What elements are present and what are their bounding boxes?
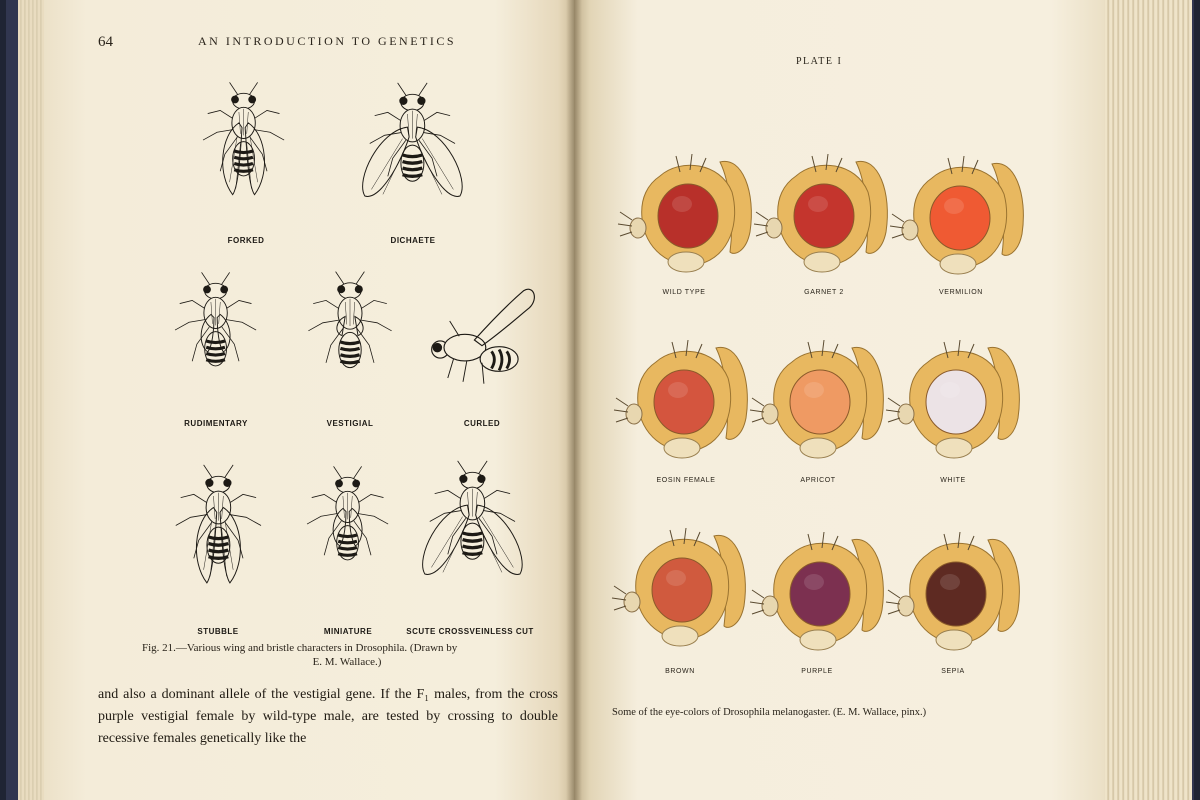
label-eosin-female: EOSIN FEMALE bbox=[656, 477, 716, 484]
figure-caption bbox=[142, 641, 552, 669]
label-scute-crossveinless-cut: SCUTE CROSSVEINLESS CUT bbox=[406, 627, 534, 636]
eye-head-white bbox=[886, 336, 1036, 466]
fly-scute-crossveinless-cut bbox=[415, 451, 530, 590]
fly-dichaete bbox=[355, 73, 470, 212]
eye-head-garnet bbox=[754, 150, 904, 280]
fly-stubble bbox=[161, 455, 276, 594]
eye-head-wild-type bbox=[618, 150, 768, 280]
figure-caption-line2: E. M. Wallace.) bbox=[312, 656, 382, 668]
left-page bbox=[44, 0, 574, 800]
book-gutter bbox=[566, 0, 582, 800]
label-curled: CURLED bbox=[463, 419, 501, 428]
eye-head-brown bbox=[612, 524, 762, 654]
eye-head-vermilion bbox=[890, 152, 1040, 282]
eye-head-eosin-female bbox=[614, 336, 764, 466]
label-purple: PURPLE bbox=[801, 668, 833, 675]
fly-rudimentary bbox=[161, 263, 270, 396]
eye-head-purple bbox=[750, 528, 900, 658]
plate-title: PLATE I bbox=[796, 56, 843, 67]
fly-forked bbox=[189, 73, 298, 206]
eye-head-sepia bbox=[886, 528, 1036, 658]
label-wild-type: WILD TYPE bbox=[662, 289, 706, 296]
right-page-edges bbox=[1100, 0, 1192, 800]
label-sepia: SEPIA bbox=[941, 668, 965, 675]
label-vermilion: VERMILION bbox=[939, 289, 983, 296]
running-head: AN INTRODUCTION TO GENETICS bbox=[198, 34, 457, 48]
plate-caption: Some of the eye-colors of Drosophila melanogaster. (E. M. Wallace, pinx.) bbox=[612, 707, 927, 718]
label-rudimentary: RUDIMENTARY bbox=[184, 419, 248, 428]
label-brown: BROWN bbox=[665, 668, 695, 675]
label-white: WHITE bbox=[940, 477, 966, 484]
body-paragraph: and also a dominant allele of the vestigial gene. If the F₁ males, from the cross purple vestigial female by wild-type male, are tested by crossing to double recessive females genetically like the bbox=[98, 687, 558, 746]
label-stubble: STUBBLE bbox=[197, 627, 239, 636]
figure-caption-line1: Fig. 21.—Various wing and bristle characters in Drosophila. (Drawn by bbox=[142, 642, 458, 654]
fly-miniature bbox=[293, 457, 402, 590]
label-vestigial: VESTIGIAL bbox=[326, 419, 374, 428]
label-apricot: APRICOT bbox=[800, 477, 836, 484]
label-forked: FORKED bbox=[227, 236, 265, 245]
label-miniature: MINIATURE bbox=[323, 627, 373, 636]
eye-head-apricot bbox=[750, 336, 900, 466]
page-number: 64 bbox=[98, 34, 113, 50]
fly-curled bbox=[425, 283, 539, 388]
label-dichaete: DICHAETE bbox=[390, 236, 436, 245]
label-garnet: GARNET 2 bbox=[804, 289, 844, 296]
left-page-edges bbox=[18, 0, 46, 800]
fly-vestigial bbox=[294, 262, 406, 398]
